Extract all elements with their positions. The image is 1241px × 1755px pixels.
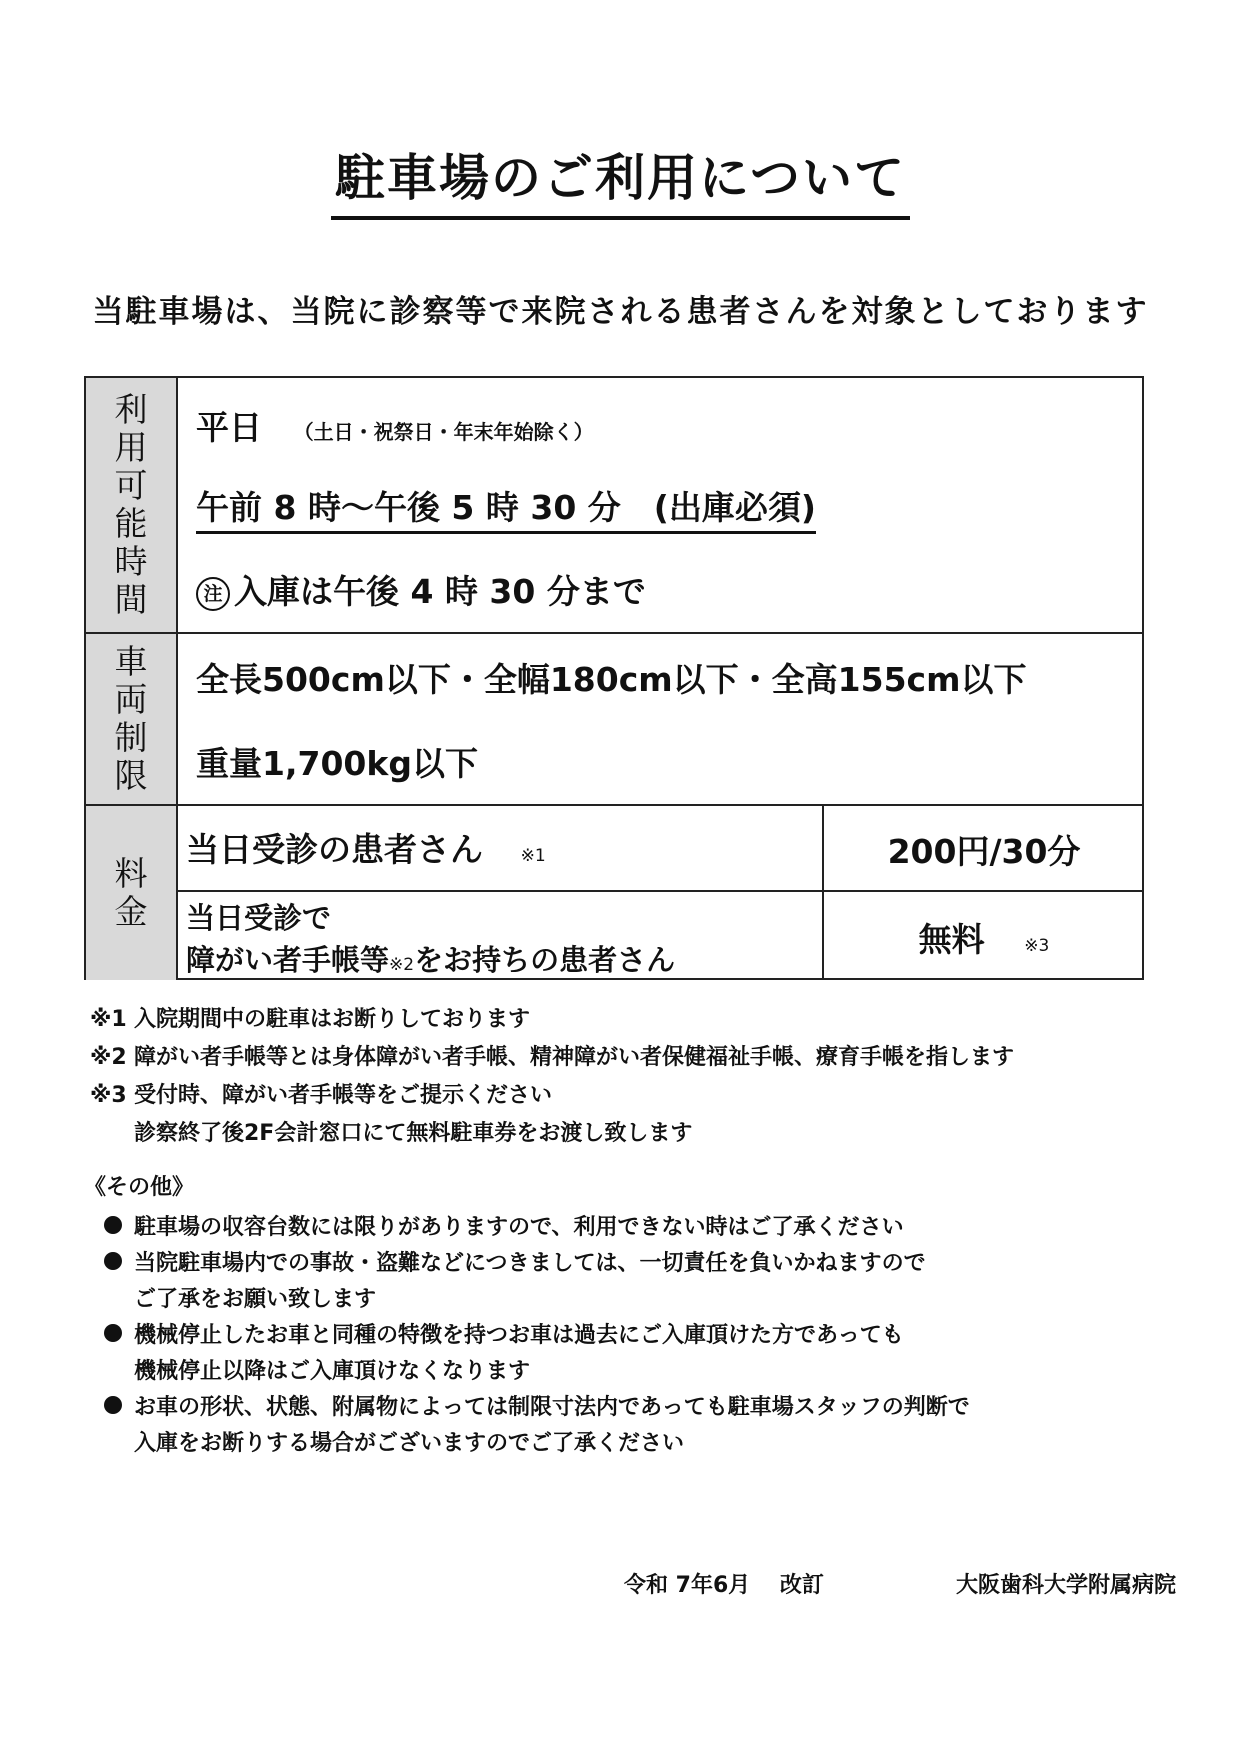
fee-divider-horizontal [178,890,1142,892]
other-item-4-line2: 入庫をお断りする場合がございますのでご了承ください [134,1431,685,1456]
vehicle-header: 車 両 制 限 [86,634,178,804]
revision-date: 令和 7年6月 改訂 [624,1573,824,1598]
parking-info-table [84,376,1144,980]
vehicle-row [86,634,1142,806]
note-1: ※1 入院期間中の駐車はお断りしております [90,1007,531,1032]
bullet-icon [104,1396,122,1414]
size-limit: 全長500cm以下・全幅180cm以下・全高155cm以下 [196,660,1027,699]
hours-header: 利 用 可 能 時 間 [86,378,178,632]
fee-row2-label-line1: 当日受診で [186,901,332,935]
time-range: 午前 8 時～午後 5 時 30 分 (出庫必須) [196,482,816,534]
bullet-icon [104,1324,122,1342]
fee-header: 料 金 [86,806,178,980]
hospital-name: 大阪歯科大学附属病院 [956,1573,1177,1598]
other-heading: 《その他》 [84,1175,195,1200]
other-item-3: 機械停止したお車と同種の特徴を持つお車は過去にご入庫頂けた方であっても [134,1323,904,1348]
note-marker: 注 [196,577,230,611]
hours-row [86,378,1142,634]
other-item-2: 当院駐車場内での事故・盗難などにつきましては、一切責任を負いかねますので [134,1251,926,1276]
note-3: ※3 受付時、障がい者手帳等をご提示ください [90,1083,553,1108]
bullet-icon [104,1252,122,1270]
fee-row2-price: 無料 ※3 [918,920,1050,959]
weekday-line [196,402,594,449]
other-item-2-line2: ご了承をお願い致します [134,1287,377,1312]
note-3-continued: 診察終了後2F会計窓口にて無料駐車券をお渡し致します [134,1121,693,1146]
fee-row [86,806,1142,980]
fee-row2-label-line2: 障がい者手帳等※2をお持ちの患者さん [186,943,676,977]
weight-limit: 重量1,700kg以下 [196,744,478,783]
bullet-icon [104,1216,122,1234]
weekday-note: （土日・祝祭日・年末年始除く） [293,420,594,444]
fee-row1-label: 当日受診の患者さん ※1 [186,830,546,869]
fee-grid [178,806,1142,980]
note-2: ※2 障がい者手帳等とは身体障がい者手帳、精神障がい者保健福祉手帳、療育手帳を指します [90,1045,1015,1070]
entry-note: 注 入庫は午後 4 時 30 分まで [196,566,646,613]
other-item-4: お車の形状、状態、附属物によっては制限寸法内であっても駐車場スタッフの判断で [134,1395,970,1420]
other-item-3-line2: 機械停止以降はご入庫頂けなくなります [134,1359,531,1384]
page-subtitle: 当駐車場は、当院に診察等で来院される患者さんを対象としております [92,294,1149,330]
page-title: 駐車場のご利用について [0,138,1241,220]
fee-row1-price: 200円/30分 [887,832,1081,871]
other-item-1: 駐車場の収容台数には限りがありますので、利用できない時はご了承ください [134,1215,904,1240]
weekday-label: 平日 [196,408,262,447]
